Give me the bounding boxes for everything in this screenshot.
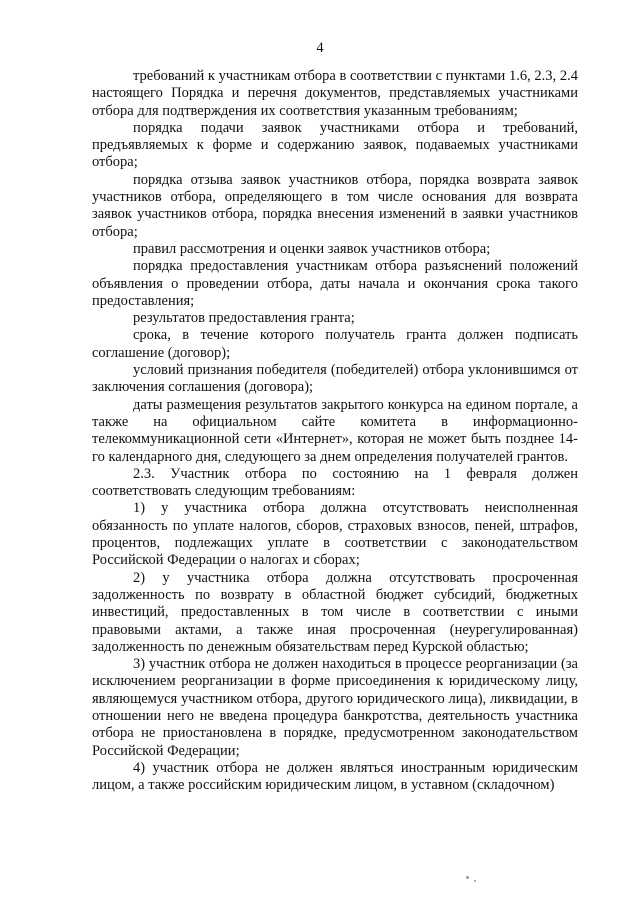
requirement-item: 1) у участника отбора должна отсутствовать неисполненная обязанность по уплате налогов, сборов, страховых взносов, пеней, штрафов, процентов, подлежащих уплате в соответствии с законодательством Российской Федерации о налогах и сборах; <box>92 500 578 569</box>
scan-speck <box>474 880 476 882</box>
requirement-item: 3) участник отбора не должен находиться в процессе реорганизации (за исключением реорганизации в форме присоединения к юридическому лицу, являющемуся участником отбора, другого юридического лица), ликвидации, в отношении него не введена процедура банкротства, деятельность участника отбора не приостановлена в порядке, предусмотренном законодательством Российской Федерации; <box>92 656 578 759</box>
page-number: 4 <box>316 40 324 56</box>
paragraph: порядка отзыва заявок участников отбора, порядка возврата заявок участников отбора, определяющего в том числе основания для возврата заявок участников отбора, порядка внесения изменений в заявки участников отбора; <box>92 171 578 240</box>
paragraph: даты размещения результатов закрытого конкурса на едином портале, а также на официальном сайте комитета в информационно-телекоммуникационной сети «Интернет», которая не может быть позднее 14-го календарного дня, следующего за днем определения получателей грантов. <box>92 396 578 465</box>
paragraph: порядка подачи заявок участниками отбора и требований, предъявляемых к форме и содержанию заявок, подаваемых участниками отбора; <box>92 119 578 171</box>
section-paragraph: 2.3. Участник отбора по состоянию на 1 февраля должен соответствовать следующим требованиям: <box>92 465 578 500</box>
paragraph: правил рассмотрения и оценки заявок участников отбора; <box>133 240 491 257</box>
paragraph: срока, в течение которого получатель гранта должен подписать соглашение (договор); <box>92 327 578 361</box>
paragraph: порядка предоставления участникам отбора разъяснений положений объявления о проведении отбора, даты начала и окончания срока такого предоставления; <box>92 258 578 309</box>
paragraph: результатов предоставления гранта; <box>133 310 355 327</box>
paragraph: требований к участникам отбора в соответствии с пунктами 1.6, 2.3, 2.4 настоящего Порядка и перечня документов, представляемых участниками отбора для подтверждения их соответствия указанным требованиям; <box>92 68 578 119</box>
scan-speck <box>466 876 469 879</box>
requirement-item: 2) у участника отбора должна отсутствовать просроченная задолженность по возврату в областной бюджет субсидий, бюджетных инвестиций, предоставленных в том числе в соответствии с иными правовыми актами, а также иная просроченная (неурегулированная) задолженность по денежным обязательствам перед Курской областью; <box>92 569 578 655</box>
requirement-item: 4) участник отбора не должен являться иностранным юридическим лицом, а также российским юридическим лицом, в уставном (складочном) <box>92 759 578 794</box>
paragraph: условий признания победителя (победителей) отбора уклонившимся от заключения соглашения (договора); <box>92 362 578 396</box>
document-body <box>92 68 578 794</box>
